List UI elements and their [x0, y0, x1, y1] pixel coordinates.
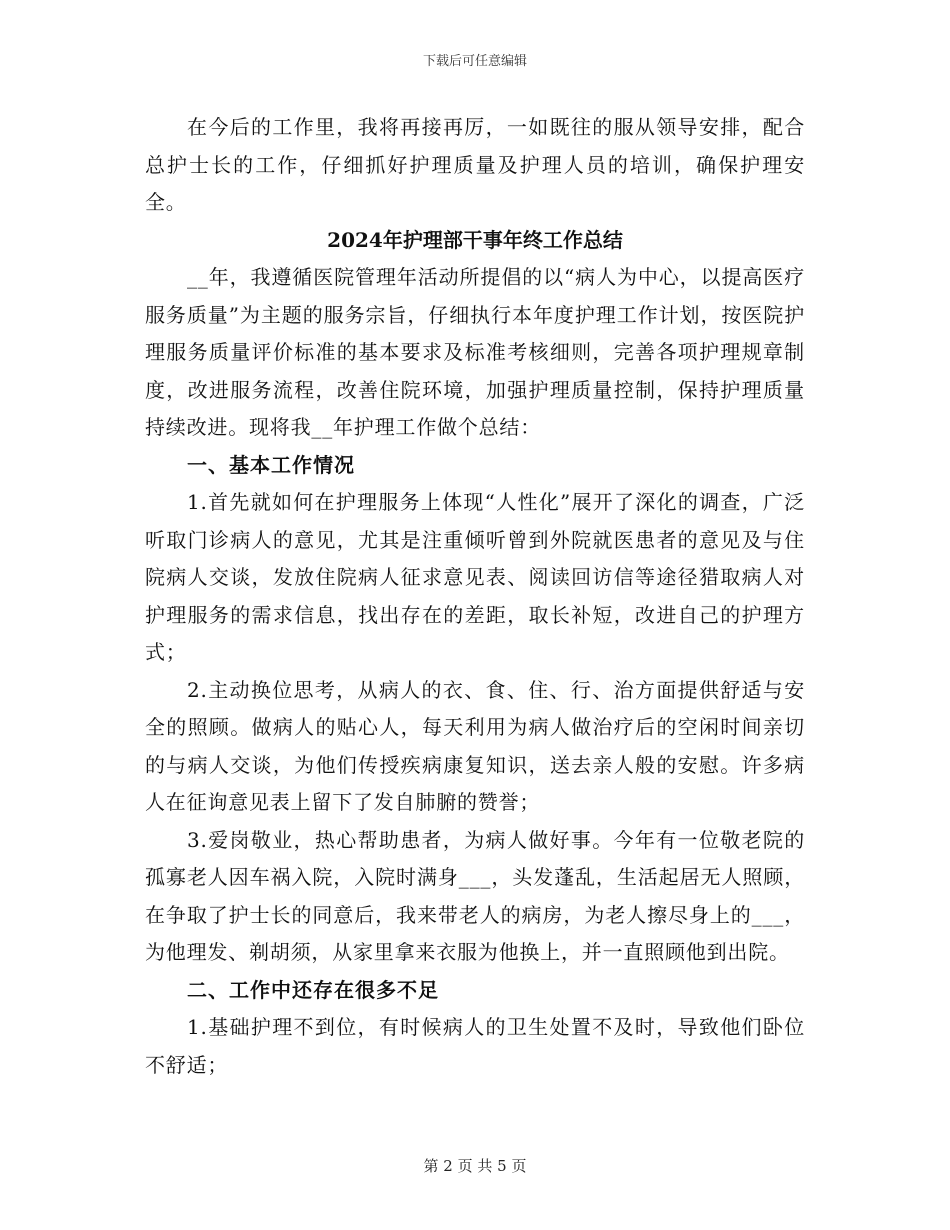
- document-title: 2024年护理部干事年终工作总结: [327, 227, 623, 252]
- section-heading-basic-work: 一、基本工作情况: [187, 452, 355, 477]
- page-number-footer: 第 2 页 共 5 页: [423, 1157, 527, 1175]
- list-item: 1.首先就如何在护理服务上体现“人性化”展开了深化的调查，广泛听取门诊病人的意见，尤其是注重倾听曾到外院就医患者的意见及与住院病人交谈，发放住院病人征求意见表、阅读回访信等途径猎取病人对护理服务的需求信息，找出存在的差距，取长补短，改进自己的护理方式；: [145, 490, 805, 664]
- section-heading-shortcomings: 二、工作中还存在很多不足: [187, 977, 439, 1002]
- list-item: 1.基础护理不到位，有时候病人的卫生处置不及时，导致他们卧位不舒适；: [145, 1015, 805, 1077]
- intro-paragraph: 在今后的工作里，我将再接再厉，一如既往的服从领导安排，配合总护士长的工作，仔细抓好护理质量及护理人员的培训，确保护理安全。: [145, 115, 805, 214]
- list-item: 3.爱岗敬业，热心帮助患者，为病人做好事。今年有一位敬老院的孤寡老人因车祸入院，入院时满身___，头发蓬乱，生活起居无人照顾，在争取了护士长的同意后，我来带老人的病房，为老人擦尽身上的___，为他理发、剃胡须，从家里拿来衣服为他换上，并一直照顾他到出院。: [145, 827, 805, 964]
- page-header: 下载后可任意编辑: [422, 54, 527, 69]
- document-body: [145, 109, 805, 1084]
- opening-paragraph: __年，我遵循医院管理年活动所提倡的以“病人为中心，以提高医疗服务质量”为主题的服务宗旨，仔细执行本年度护理工作计划，按医院护理服务质量评价标准的基本要求及标准考核细则，完善各项护理规章制度，改进服务流程，改善住院环境，加强护理质量控制，保持护理质量持续改进。现将我__年护理工作做个总结：: [145, 265, 805, 439]
- list-item: 2.主动换位思考，从病人的衣、食、住、行、治方面提供舒适与安全的照顾。做病人的贴心人，每天利用为病人做治疗后的空闲时间亲切的与病人交谈，为他们传授疾病康复知识，送去亲人般的安慰。许多病人在征询意见表上留下了发自肺腑的赞誉；: [145, 677, 805, 814]
